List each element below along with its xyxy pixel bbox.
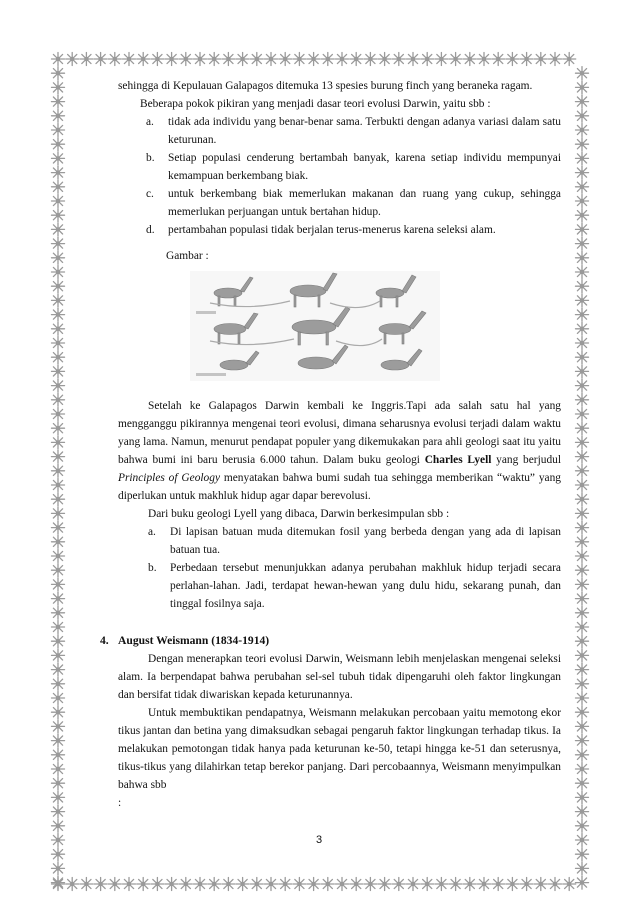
list-item — [148, 523, 561, 559]
list-marker: c. — [146, 188, 154, 200]
list-text: untuk berkembang biak memerlukan makanan dan ruang yang cukup, sehingga memerlukan perjuangan untuk bertahan hidup. — [168, 188, 561, 218]
section-title: August Weismann (1834-1914) — [118, 634, 270, 647]
paragraph-weismann-tail: : — [118, 797, 122, 809]
paragraph-weismann-2: Untuk membuktikan pendapatnya, Weismann melakukan percobaan yaitu memotong ekor tikus jantan dan betina yang dimaksudkan sebagai pengaruh faktor lingkungan terhadap tikus. Ia melakukan pemotongan tidak hanya pada keturunan ke-50, tetapi hingga ke-51 dan seterusnya, tikus-tikus yang dilahirkan tetap berekor panjang. Dari percobaannya, Weismann menyimpulkan bahwa sbb — [118, 707, 561, 791]
book-title: Principles of Geology — [118, 472, 221, 484]
list-marker: d. — [146, 224, 155, 236]
paragraph-lyell-conclusion: Dari buku geologi Lyell yang dibaca, Darwin berkesimpulan sbb : — [148, 508, 450, 520]
list-item — [146, 113, 561, 149]
list-text: Perbedaan tersebut menunjukkan adanya perubahan makhluk hidup terjadi secara perlahan-lahan. Jadi, terdapat hewan-hewan yang dulu hidu, sekarang punah, dan tinggal fosilnya saja. — [170, 562, 561, 610]
section-weismann — [100, 632, 561, 812]
page-number: 3 — [315, 834, 323, 846]
list-marker: a. — [146, 116, 154, 128]
paragraph-finch: sehingga di Kepulauan Galapagos ditemuka 13 spesies burung finch yang beraneka ragam. — [118, 80, 533, 92]
list-item — [146, 149, 561, 185]
lyell-conclusion-list — [148, 523, 561, 613]
list-marker: b. — [148, 562, 157, 574]
paragraph-darwin-principles: Beberapa pokok pikiran yang menjadi dasar teori evolusi Darwin, yaitu sbb : — [140, 98, 491, 110]
paragraph-weismann-1: Dengan menerapkan teori evolusi Darwin, Weismann lebih menjelaskan mengenai seleksi alam. Ia berpendapat bahwa perubahan sel-sel tubuh tidak dipengaruhi oleh faktor lingkungan dan bersifat tidak diwariskan kepada keturunannya. — [118, 653, 561, 701]
list-marker: b. — [146, 152, 155, 164]
section-number: 4. — [100, 634, 109, 647]
paragraph-darwin-england: Setelah ke Galapagos Darwin kembali ke Inggris.Tapi ada salah satu hal yang mengganggu pikirannya mengenai teori evolusi, dimana seharusnya evolusi terjadi dalam waktu yang lama. Namun, menurut pendapat populer yang dikemukakan para ahli geologi saat itu yaitu bahwa bumi ini baru berusia 6.000 tahun. Dalam buku geologi Charles Lyell yang berjudul Principles of Geology menyatakan bahwa bumi sudah tua sehingga memberikan “waktu” yang diperlukan untuk makhluk hidup agar dapar berevolusi. — [118, 400, 561, 502]
list-text: tidak ada individu yang benar-benar sama. Terbukti dengan adanya variasi dalam satu keturunan. — [168, 116, 561, 146]
list-item — [146, 221, 561, 239]
figure-label: Gambar : — [166, 250, 209, 262]
list-text: Setiap populasi cenderung bertambah banyak, karena setiap individu mempunyai kemampuan berkembang biak. — [168, 152, 561, 182]
giraffe-evolution-figure — [190, 271, 440, 381]
list-item — [146, 185, 561, 221]
list-text: pertambahan populasi tidak berjalan terus-menerus karena seleksi alam. — [168, 224, 496, 236]
lyell-name: Charles Lyell — [424, 454, 492, 466]
list-item — [148, 559, 561, 613]
list-text: Di lapisan batuan muda ditemukan fosil yang berbeda dengan yang ada di lapisan batuan tua. — [170, 526, 561, 556]
darwin-principles-list — [146, 113, 561, 239]
list-marker: a. — [148, 526, 156, 538]
page-content — [118, 77, 561, 613]
section-heading — [100, 632, 561, 650]
